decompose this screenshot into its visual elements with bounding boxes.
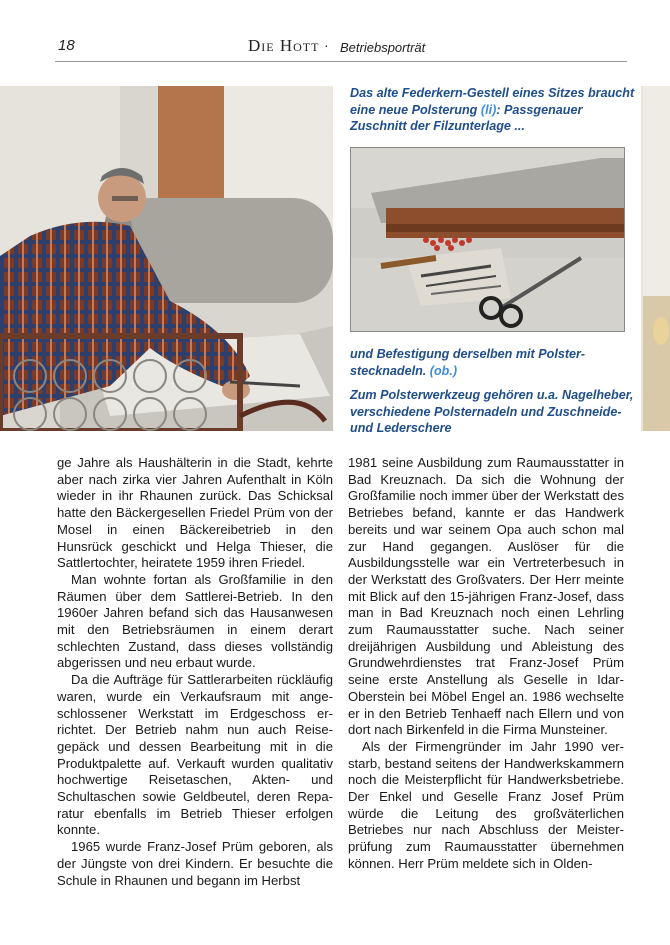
paragraph: Man wohnte fortan als Großfamilie in den Räumen über dem Sattlerei-Betrieb. In den 1960er Jahren befand sich das Hausanwesen mit den Betriebsräumen in einem derart schlechten Zustand, dass dieses vollständig abgerissen und neu erbaut wurde. (57, 571, 333, 671)
paragraph: ge Jahre als Haushälterin in die Stadt, kehrte aber nach zirka vier Jahren Aufenthalt in Köln wieder in ihr Rhaunen zurück. Das Schicksal hatte den Bäckergesellen Friedel Prüm von der Mosel in einen Bäckereibetrieb in den Hunsrück geschickt und Helga Thieser, die Sattlertochter, heiratete 1959 ihren Friedel. (57, 455, 333, 571)
photo-upholstery-tools (350, 147, 625, 332)
caption-top (350, 85, 635, 135)
caption-top-text-2: : Passgenauer Zuschnitt der Filzunterlage ... (350, 102, 583, 133)
caption-bottom: Zum Polsterwerkzeug gehören u.a. Nagelheber, verschiedene Polsternadeln und Zuschneide- und Lederschere (350, 388, 634, 435)
section-title: Betriebsporträt (340, 40, 426, 55)
paragraph: Als der Firmengründer im Jahr 1990 verstarb, bestand seitens der Handwerkskammern noch die Meisterpflicht für Handwerksbetriebe. Der Enkel und Geselle Franz Josef Prüm würde die Leitung des großväterlichen Betriebes nur nach Abschluss der Meisterprüfung zum Raumausstatter übernehmen können. Herr Prüm meldete sich in Olden- (348, 738, 624, 871)
photo-edge-sliver (641, 86, 670, 431)
caption-top-highlight: (li) (480, 102, 497, 117)
article-column-right (348, 455, 624, 873)
magazine-title: Die Hott (248, 36, 320, 55)
page-number: 18 (58, 37, 75, 54)
article-column-left (57, 455, 333, 889)
caption-middle (350, 346, 635, 379)
paragraph: 1981 seine Ausbildung zum Raumausstatter in Bad Kreuznach. Da sich die Wohnung der Großfamilie noch immer über der Werkstatt des Betriebes befand, kannte er das Handwerk bereits und war seinem Opa auch schon mal zur Hand gegangen. Auslöser für die Ausbildungsstelle war ein Vertreterbesuch in der Werkstatt des Großvaters. Der Herr meinte mit Blick auf den 15-jährigen Franz-Josef, dass man in Bad Kreuznach noch einen Lehrling zum Raumausstatter suche. Nach seiner dreijährigen Ausbildung und Ableistung des Grundwehrdienstes trat Franz-Josef Prüm seine erste Anstellung als Geselle in Idar-Oberstein bei Möbel Engel an. 1986 wechselte er in den Betrieb Tenhaeff nach Ellern und von dort nach Birkenfeld in die Firma Munsteiner. (348, 455, 624, 738)
photo-upholsterer-cutting-felt (0, 86, 333, 431)
header-separator: · (324, 37, 329, 53)
caption-top-text-1: Das alte Federkern-Gestell eines Sitzes braucht eine neue Polsterung (350, 86, 635, 117)
caption-middle-text: und Befestigung derselben mit Polsterstecknadeln. (350, 347, 586, 378)
header-rule (55, 61, 627, 62)
paragraph: Da die Aufträge für Sattlerarbeiten rückläufig waren, wurde ein Verkaufsraum mit angeschlossener Werkstatt im Erdgeschoss errichtet. Der Betrieb nahm nun auch Reisegepäck und dessen Bearbeitung mit in die Produktpalette auf. Verkauft wurden qualitativ hochwertige Reisetaschen, Akten- und Schultaschen sowie Geldbeutel, deren Reparatur ebenfalls im Betrieb Thieser erfolgen konnte. (57, 672, 333, 838)
caption-middle-highlight: (ob.) (429, 363, 458, 378)
paragraph: 1965 wurde Franz-Josef Prüm geboren, als der Jüngste von drei Kindern. Er besuchte die Schule in Rhaunen und begann im Herbst (57, 839, 333, 888)
